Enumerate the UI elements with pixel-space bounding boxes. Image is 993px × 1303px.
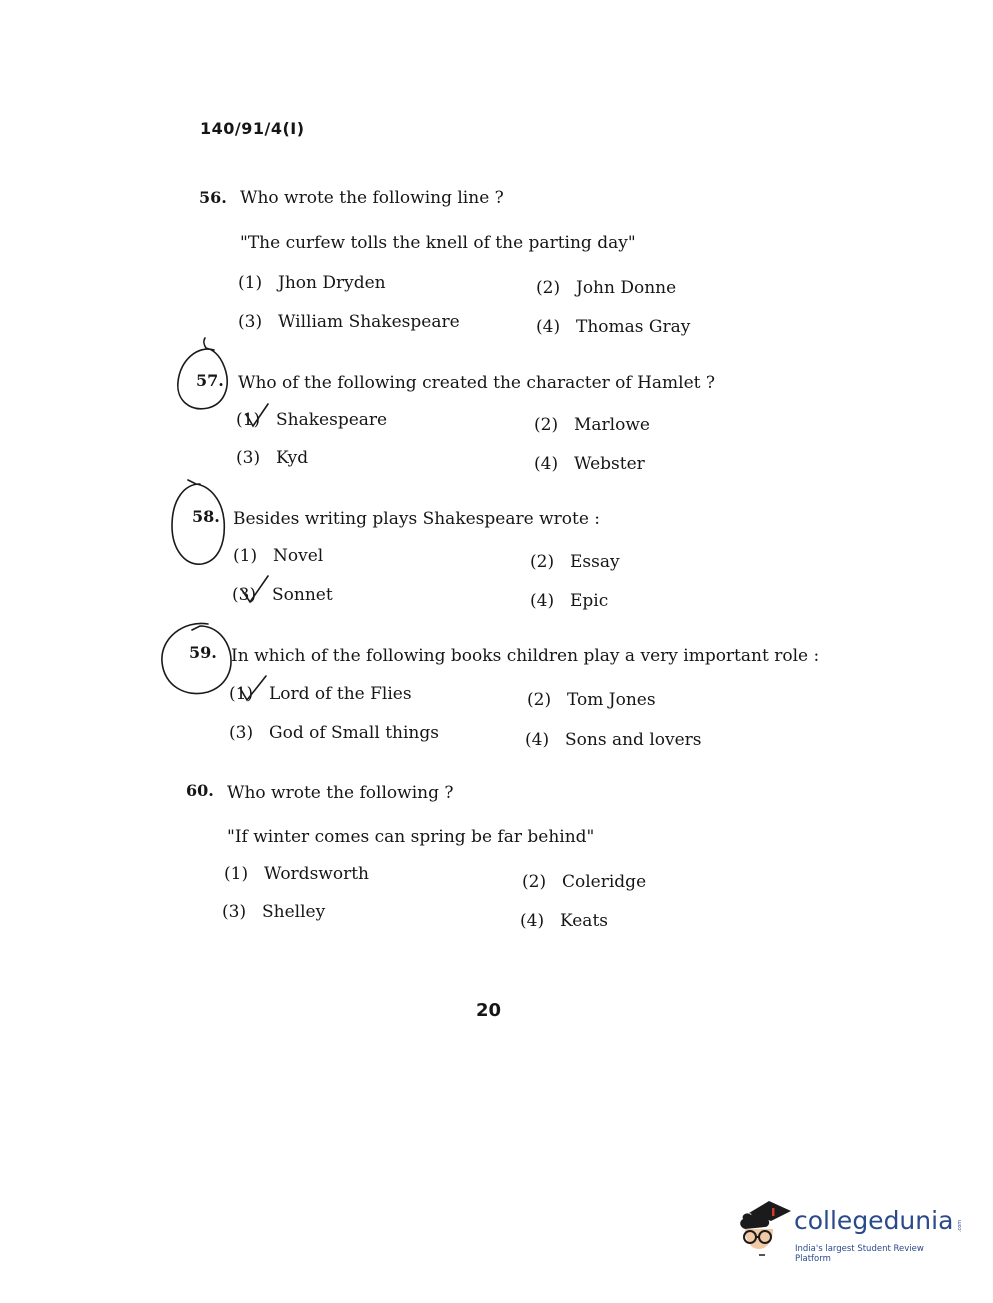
option-number: (3) [222, 902, 247, 922]
option-label: God of Small things [269, 723, 439, 743]
question-number: 56. [199, 188, 227, 207]
page-number: 20 [476, 1000, 502, 1021]
option-label: Wordsworth [264, 864, 369, 884]
question-number: 58. [192, 507, 220, 526]
question-quote: "If winter comes can spring be far behind" [227, 827, 595, 847]
option-number: (1) [229, 684, 254, 704]
question-quote: "The curfew tolls the knell of the parting day" [240, 233, 636, 253]
option-label: Epic [570, 591, 609, 611]
option-label: John Donne [576, 278, 677, 298]
tick-mark-q58 [242, 576, 268, 602]
option-number: (3) [238, 312, 263, 332]
option-label: Webster [574, 454, 645, 474]
option-label: Thomas Gray [576, 317, 691, 337]
option-number: (2) [534, 415, 559, 435]
option-number: (1) [236, 410, 261, 430]
option-number: (4) [536, 317, 561, 337]
logo-tagline: India's largest Student Review Platform [795, 1244, 924, 1264]
option-number: (4) [534, 454, 559, 474]
circle-mark-q59 [162, 623, 231, 693]
logo-wordmark: collegedunia [794, 1206, 954, 1235]
question-text: Who wrote the following line ? [240, 188, 504, 208]
option-number: (1) [233, 546, 258, 566]
option-label: William Shakespeare [278, 312, 460, 332]
option-number: (3) [232, 585, 257, 605]
option-number: (3) [229, 723, 254, 743]
option-number: (4) [525, 730, 550, 750]
option-label: Tom Jones [567, 690, 656, 710]
option-label: Coleridge [562, 872, 647, 892]
option-number: (4) [520, 911, 545, 931]
option-label: Shelley [262, 902, 326, 922]
option-label: Marlowe [574, 415, 650, 435]
question-text: Besides writing plays Shakespeare wrote : [233, 509, 601, 529]
question-text: In which of the following books children play a very important role : [231, 646, 820, 666]
option-label: Shakespeare [276, 410, 388, 430]
option-number: (2) [530, 552, 555, 572]
option-label: Keats [560, 911, 608, 931]
circle-mark-q58 [172, 480, 224, 564]
option-label: Sons and lovers [565, 730, 702, 750]
question-number: 60. [186, 781, 214, 800]
option-number: (2) [536, 278, 561, 298]
option-number: (2) [527, 690, 552, 710]
question-number: 57. [196, 371, 224, 390]
option-number: (4) [530, 591, 555, 611]
logo-suffix: .com [957, 1219, 964, 1233]
option-label: Jhon Dryden [278, 273, 386, 293]
option-number: (2) [522, 872, 547, 892]
option-label: Lord of the Flies [269, 684, 412, 704]
option-number: (1) [238, 273, 263, 293]
circle-mark-q57 [178, 338, 227, 409]
question-text: Who wrote the following ? [227, 783, 454, 803]
option-label: Essay [570, 552, 620, 572]
option-number: (1) [224, 864, 249, 884]
collegedunia-logo [735, 1197, 964, 1264]
question-number: 59. [189, 643, 217, 662]
option-label: Sonnet [272, 585, 333, 605]
paper-code: 140/91/4(I) [200, 119, 305, 138]
option-label: Novel [273, 546, 324, 566]
mascot-icon [735, 1197, 793, 1257]
option-label: Kyd [276, 448, 309, 468]
question-text: Who of the following created the character of Hamlet ? [238, 373, 716, 393]
tick-mark-q57 [246, 404, 268, 426]
tick-mark-q59 [240, 676, 266, 700]
option-number: (3) [236, 448, 261, 468]
